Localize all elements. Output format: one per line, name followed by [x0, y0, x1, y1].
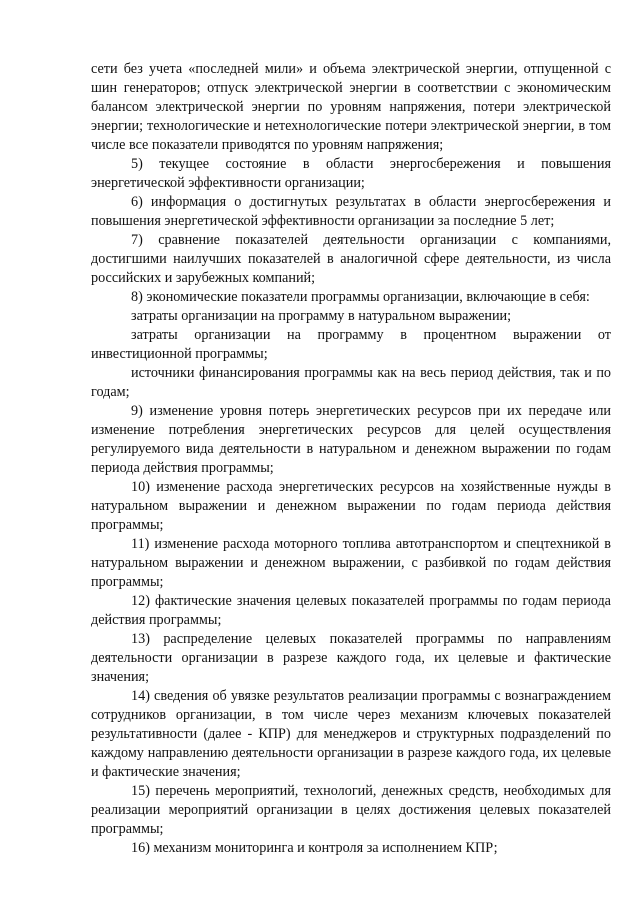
paragraph-item-6: 6) информация о достигнутых результатах в области энергосбережения и повышения энергетической эффективности организации за последние 5 лет;: [91, 194, 611, 229]
paragraph-item-16: 16) механизм мониторинга и контроля за исполнением КПР;: [131, 840, 498, 856]
paragraph-item-7: 7) сравнение показателей деятельности организации с компаниями, достигшими наилучших показателей в аналогичной сфере деятельности, из числа российских и зарубежных компаний;: [91, 232, 611, 286]
paragraph-subitem-funding-sources: источники финансирования программы как на весь период действия, так и по годам;: [91, 365, 611, 400]
paragraph-item-8: 8) экономические показатели программы организации, включающие в себя:: [131, 289, 590, 305]
paragraph-item-11: 11) изменение расхода моторного топлива автотранспортом и спецтехникой в натуральном выражении и денежном выражении, с разбивкой по годам действия программы;: [91, 536, 611, 590]
paragraph-item-10: 10) изменение расхода энергетических ресурсов на хозяйственные нужды в натуральном выражении и денежном выражении по годам периода действия программы;: [91, 479, 611, 533]
paragraph-subitem-costs-percent: затраты организации на программу в процентном выражении от инвестиционной программы;: [91, 327, 611, 362]
paragraph-item-5: 5) текущее состояние в области энергосбережения и повышения энергетической эффективности организации;: [91, 156, 611, 191]
paragraph-subitem-costs-natural: затраты организации на программу в натуральном выражении;: [131, 308, 512, 324]
paragraph-item-14: 14) сведения об увязке результатов реализации программы с вознаграждением сотрудников организации, в том числе через механизм ключевых показателей результативности (далее - КПР) для менеджеров и структурных подразделений по каждому направлению деятельности организации в разрезе каждого года, их целевые и фактические значения;: [91, 688, 611, 780]
paragraph-item-9: 9) изменение уровня потерь энергетических ресурсов при их передаче или изменение потребления энергетических ресурсов для целей осуществления регулируемого вида деятельности в натуральном и денежном выражении по годам периода действия программы;: [91, 403, 611, 476]
paragraph-continuation: сети без учета «последней мили» и объема электрической энергии, отпущенной с шин генераторов; отпуск электрической энергии в соответствии с экономическим балансом электрической энергии по уровням напряжения, потери электрической энергии; технологические и нетехнологические потери электрической энергии, в том числе все показатели приводятся по уровням напряжения;: [91, 61, 611, 153]
paragraph-item-12: 12) фактические значения целевых показателей программы по годам периода действия программы;: [91, 593, 611, 628]
paragraph-item-13: 13) распределение целевых показателей программы по направлениям деятельности организации в разрезе каждого года, их целевые и фактические значения;: [91, 631, 611, 685]
document-page: [91, 60, 611, 858]
paragraph-item-15: 15) перечень мероприятий, технологий, денежных средств, необходимых для реализации мероприятий организации в целях достижения целевых показателей программы;: [91, 783, 611, 837]
